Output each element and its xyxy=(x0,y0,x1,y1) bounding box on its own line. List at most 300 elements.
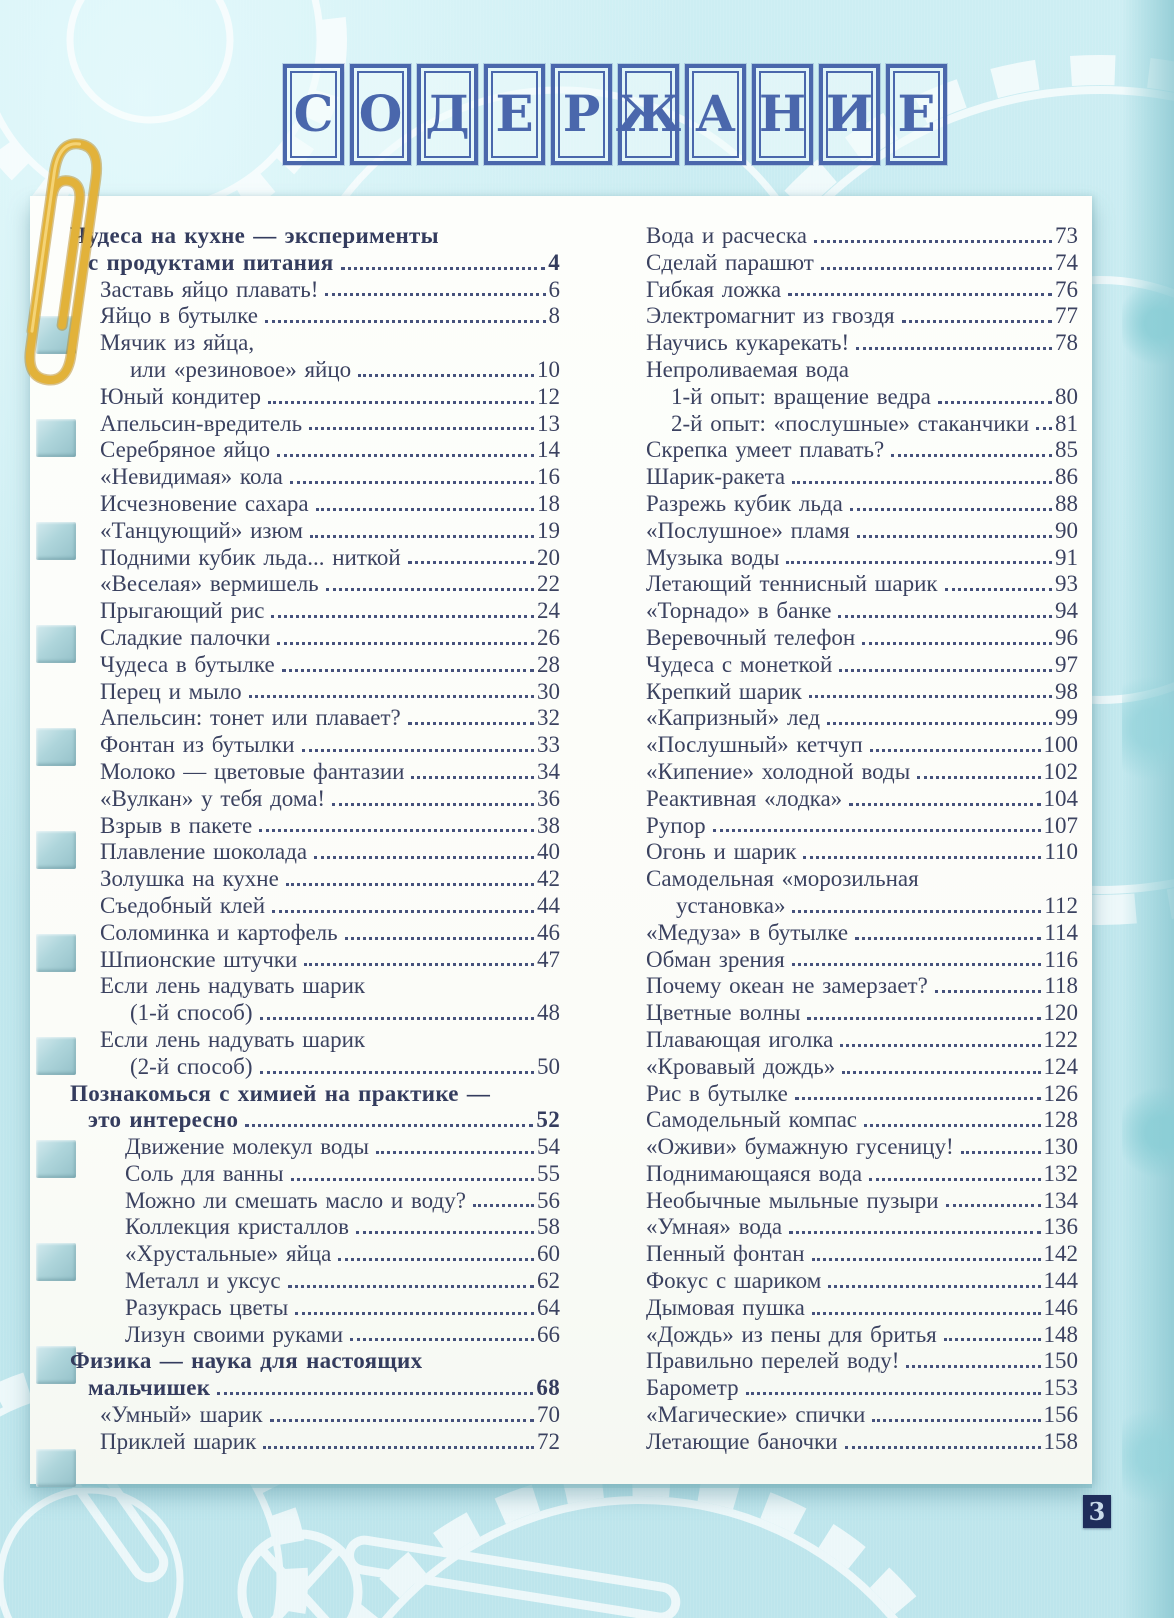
dot-leader xyxy=(814,240,1052,243)
dot-leader xyxy=(332,803,534,806)
toc-page-number: 110 xyxy=(1044,839,1078,865)
toc-page-number: 94 xyxy=(1055,598,1078,624)
toc-page-number: 158 xyxy=(1043,1428,1078,1454)
toc-entry-line xyxy=(70,1241,560,1268)
toc-entry-title: «Послушное» пламя xyxy=(646,517,850,543)
toc-entry-title: «Веселая» вермишель xyxy=(100,571,319,597)
dot-leader xyxy=(840,1044,1040,1047)
toc-entry-line xyxy=(616,1000,1078,1027)
toc-entry xyxy=(70,679,560,706)
toc-entry xyxy=(616,303,1078,330)
toc-entry-title: Яйцо в бутылке xyxy=(100,303,258,329)
toc-entry-line xyxy=(70,813,560,840)
toc-page-number: 146 xyxy=(1043,1294,1078,1320)
toc-entry-title: Молоко — цветовые фантазии xyxy=(100,758,405,784)
toc-entry-title: «Невидимая» кола xyxy=(100,464,283,490)
toc-entry-line: Чудеса на кухне — эксперименты xyxy=(70,223,439,248)
toc-page-number: 8 xyxy=(548,303,560,329)
toc-page-number: 33 xyxy=(537,732,560,758)
toc-page-number: 20 xyxy=(537,544,560,570)
toc-entry-line: Непроливаемая вода xyxy=(646,356,849,382)
toc-entry xyxy=(616,411,1078,438)
toc-page-number: 144 xyxy=(1043,1268,1078,1294)
toc-page-number: 128 xyxy=(1043,1107,1078,1133)
toc-entry-title: Серебряное яйцо xyxy=(100,437,271,463)
toc-entry-line xyxy=(616,330,1078,357)
toc-entry-line xyxy=(70,384,560,411)
toc-entry-title: Перец и мыло xyxy=(100,678,242,704)
toc-entry-title: «Умный» шарик xyxy=(100,1402,263,1428)
toc-page-number: 120 xyxy=(1043,1000,1078,1026)
toc-entry xyxy=(616,518,1078,545)
toc-entry-title: Рупор xyxy=(646,812,706,838)
table-of-contents xyxy=(30,196,1092,1484)
toc-entry xyxy=(616,947,1078,974)
column-gap xyxy=(560,223,616,1456)
dot-leader xyxy=(789,1231,1040,1234)
dot-leader xyxy=(855,937,1041,940)
toc-entry-title: Скрепка умеет плавать? xyxy=(646,437,885,463)
toc-entry xyxy=(616,491,1078,518)
title-letter: Р xyxy=(562,83,601,143)
toc-entry xyxy=(616,250,1078,277)
toc-entry xyxy=(616,652,1078,679)
dot-leader xyxy=(272,910,534,913)
toc-entry-line xyxy=(616,652,1078,679)
toc-entry-line xyxy=(70,1188,560,1215)
toc-entry-line xyxy=(70,839,560,866)
toc-page-number: 68 xyxy=(536,1375,560,1401)
toc-entry-line xyxy=(616,518,1078,545)
dot-leader xyxy=(857,535,1052,538)
toc-entry xyxy=(70,973,560,1027)
toc-entry-line xyxy=(70,1429,560,1456)
dot-leader xyxy=(946,1204,1041,1207)
toc-entry-title: Самодельный компас xyxy=(646,1107,857,1133)
dot-leader xyxy=(316,508,534,511)
toc-page-number: 4 xyxy=(548,249,560,275)
toc-entry xyxy=(70,920,560,947)
toc-entry-line xyxy=(616,1348,1078,1375)
toc-page-number: 74 xyxy=(1055,249,1078,275)
toc-entry-title: Цветные волны xyxy=(646,1000,801,1026)
dot-leader xyxy=(792,481,1052,484)
toc-entry-line xyxy=(70,357,560,384)
toc-entry-line xyxy=(616,947,1078,974)
toc-entry xyxy=(616,330,1078,357)
toc-entry-line xyxy=(616,1295,1078,1322)
toc-entry-line xyxy=(616,598,1078,625)
dot-leader xyxy=(265,320,546,323)
toc-entry-line: Познакомься с химией на практике — xyxy=(70,1080,491,1106)
dot-leader xyxy=(245,1124,533,1127)
dot-leader xyxy=(345,937,534,940)
toc-entry-line xyxy=(616,759,1078,786)
toc-entry-title: Научись кукарекать! xyxy=(646,330,850,356)
toc-entry-title: «Дождь» из пены для бритья xyxy=(646,1321,937,1347)
toc-entry-title: Можно ли смешать масло и воду? xyxy=(125,1187,466,1213)
toc-page-number: 58 xyxy=(537,1214,560,1240)
page-number-badge: 3 xyxy=(1083,1495,1111,1528)
dot-leader xyxy=(408,561,534,564)
toc-page-number: 44 xyxy=(537,892,560,918)
toc-page-number: 55 xyxy=(537,1160,560,1186)
toc-entry-title: «Умная» вода xyxy=(646,1214,783,1240)
toc-entry-title: Летающие баночки xyxy=(646,1428,838,1454)
toc-entry-line xyxy=(616,1027,1078,1054)
dot-leader xyxy=(845,1446,1041,1449)
toc-page-number: 104 xyxy=(1043,785,1078,811)
toc-page-number: 73 xyxy=(1055,223,1078,248)
toc-entry-title: Движение молекул воды xyxy=(125,1134,369,1160)
toc-page-number: 102 xyxy=(1043,758,1078,784)
toc-entry-title: Крепкий шарик xyxy=(646,678,802,704)
toc-entry xyxy=(616,1054,1078,1081)
toc-page-number: 12 xyxy=(537,383,560,409)
toc-entry xyxy=(616,920,1078,947)
toc-entry-title: Шпионские штучки xyxy=(100,946,298,972)
toc-entry-line xyxy=(70,277,560,304)
toc-entry xyxy=(70,1429,560,1456)
toc-entry-title: Обман зрения xyxy=(646,946,785,972)
toc-entry-line xyxy=(616,303,1078,330)
toc-entry-line xyxy=(70,1375,560,1402)
dot-leader xyxy=(277,642,534,645)
dot-leader xyxy=(945,588,1052,591)
toc-entry-title: Рис в бутылке xyxy=(646,1080,788,1106)
toc-entry-line xyxy=(616,973,1078,1000)
dot-leader xyxy=(839,669,1052,672)
toc-entry xyxy=(616,1000,1078,1027)
dot-leader xyxy=(869,1178,1040,1181)
toc-entry-line xyxy=(616,786,1078,813)
dot-leader xyxy=(310,535,534,538)
dot-leader xyxy=(828,1285,1040,1288)
toc-entry-line xyxy=(70,732,560,759)
toc-entry xyxy=(70,384,560,411)
toc-entry-title: «Кровавый дождь» xyxy=(646,1053,836,1079)
toc-entry xyxy=(616,679,1078,706)
dot-leader xyxy=(935,990,1042,993)
toc-entry-title: Исчезновение сахара xyxy=(100,490,309,516)
toc-entry-title: Сладкие палочки xyxy=(100,624,271,650)
toc-entry-title: Реактивная «лодка» xyxy=(646,785,843,811)
dot-leader xyxy=(961,1151,1041,1154)
toc-entry-line xyxy=(616,571,1078,598)
toc-entry-line: Самодельная «морозильная xyxy=(646,866,919,892)
toc-page-number: 124 xyxy=(1043,1053,1078,1079)
dot-leader xyxy=(713,829,1041,832)
toc-page-number: 142 xyxy=(1043,1241,1078,1267)
toc-entry-line xyxy=(616,1402,1078,1429)
title-letter: С xyxy=(293,83,334,143)
dot-leader xyxy=(906,1365,1040,1368)
toc-entry-title: или «резиновое» яйцо xyxy=(130,356,352,382)
dot-leader xyxy=(917,776,1040,779)
toc-entry-title: Взрыв в пакете xyxy=(100,812,253,838)
dot-leader xyxy=(795,1097,1041,1100)
toc-entry-line xyxy=(70,652,560,679)
dot-leader xyxy=(217,1392,533,1395)
toc-entry xyxy=(70,947,560,974)
toc-entry xyxy=(70,813,560,840)
toc-entry-line xyxy=(70,705,560,732)
toc-entry xyxy=(616,1214,1078,1241)
toc-entry-line xyxy=(616,1429,1078,1456)
toc-entry xyxy=(616,1375,1078,1402)
toc-entry-title: Огонь и шарик xyxy=(646,839,797,865)
toc-entry-line: Физика — наука для настоящих xyxy=(70,1348,423,1374)
toc-entry-title: Апельсин: тонет или плавает? xyxy=(100,705,401,731)
toc-entry xyxy=(70,518,560,545)
toc-entry-line xyxy=(616,1268,1078,1295)
dot-leader xyxy=(314,856,534,859)
dot-leader xyxy=(326,588,534,591)
toc-entry xyxy=(616,437,1078,464)
toc-page-number: 26 xyxy=(537,624,560,650)
toc-page-number: 122 xyxy=(1043,1026,1078,1052)
toc-page-number: 24 xyxy=(537,598,560,624)
toc-entry-title: «Магические» спички xyxy=(646,1402,866,1428)
title-letter: О xyxy=(358,83,403,143)
toc-entry-line: Если лень надувать шарик xyxy=(100,1026,366,1052)
toc-entry xyxy=(70,1402,560,1429)
toc-entry xyxy=(70,571,560,598)
toc-entry-title: установка» xyxy=(676,892,786,918)
toc-page-number: 114 xyxy=(1044,919,1078,945)
dot-leader xyxy=(856,347,1052,350)
title-letter-box xyxy=(819,64,880,165)
toc-entry xyxy=(616,705,1078,732)
toc-entry-title: (2-й способ) xyxy=(130,1053,253,1079)
toc-entry-line xyxy=(70,786,560,813)
dot-leader xyxy=(838,615,1052,618)
gear-icon xyxy=(292,1482,988,1618)
toc-page-number: 6 xyxy=(548,276,560,302)
toc-entry xyxy=(616,1161,1078,1188)
dot-leader xyxy=(350,1338,534,1341)
toc-entry xyxy=(70,732,560,759)
title-letter: Ж xyxy=(615,83,682,143)
toc-entry-line xyxy=(70,1268,560,1295)
dot-leader xyxy=(809,695,1052,698)
toc-page-number: 52 xyxy=(536,1107,560,1133)
toc-entry-title: Съедобный клей xyxy=(100,892,266,918)
dot-leader xyxy=(411,776,534,779)
toc-entry-title: мальчишек xyxy=(88,1375,211,1401)
dot-leader xyxy=(862,642,1052,645)
toc-page-number: 107 xyxy=(1043,812,1078,838)
dot-leader xyxy=(358,374,534,377)
page-title xyxy=(283,64,953,165)
toc-entry-title: Необычные мыльные пузыри xyxy=(646,1187,939,1213)
toc-page-number: 96 xyxy=(1055,624,1078,650)
toc-entry xyxy=(70,1027,560,1081)
toc-entry-title: Летающий теннисный шарик xyxy=(646,571,938,597)
title-letter-box xyxy=(886,64,947,165)
toc-entry-line xyxy=(70,947,560,974)
dot-leader xyxy=(249,695,534,698)
dot-leader xyxy=(263,1446,534,1449)
toc-entry-line xyxy=(616,1322,1078,1349)
toc-entry-line: Мячик из яйца, xyxy=(100,330,255,356)
toc-entry-line xyxy=(70,545,560,572)
toc-entry xyxy=(616,1429,1078,1456)
toc-entry-title: Золушка на кухне xyxy=(100,866,279,892)
toc-entry-line xyxy=(616,813,1078,840)
page-panel xyxy=(30,196,1092,1484)
toc-entry xyxy=(616,786,1078,813)
toc-entry xyxy=(70,1295,560,1322)
dot-leader xyxy=(902,320,1052,323)
toc-entry-line xyxy=(616,464,1078,491)
toc-entry xyxy=(616,1241,1078,1268)
toc-entry xyxy=(70,893,560,920)
dot-leader xyxy=(842,1071,1040,1074)
toc-entry-title: Музыка воды xyxy=(646,544,780,570)
toc-page-number: 22 xyxy=(537,571,560,597)
title-letter-box xyxy=(283,64,344,165)
toc-entry xyxy=(70,491,560,518)
toc-entry xyxy=(70,330,560,384)
title-letter-box xyxy=(615,64,682,165)
toc-entry-line: Если лень надувать шарик xyxy=(100,973,366,999)
toc-entry-title: Разукрась цветы xyxy=(125,1294,289,1320)
dot-leader xyxy=(304,963,534,966)
dot-leader xyxy=(290,481,534,484)
toc-entry xyxy=(616,839,1078,866)
dot-leader xyxy=(821,267,1052,270)
toc-entry-line xyxy=(616,437,1078,464)
toc-entry-line xyxy=(616,1214,1078,1241)
toc-page-number: 100 xyxy=(1043,732,1078,758)
dot-leader xyxy=(302,749,534,752)
toc-page-number: 116 xyxy=(1044,946,1078,972)
title-letter: Е xyxy=(897,83,936,143)
dot-leader xyxy=(376,1151,534,1154)
toc-page-number: 93 xyxy=(1055,571,1078,597)
toc-entry-title: Правильно перелей воду! xyxy=(646,1348,900,1374)
toc-entry-title: 1-й опыт: вращение ведра xyxy=(671,383,931,409)
toc-entry-line xyxy=(616,1081,1078,1108)
toc-page-number: 156 xyxy=(1043,1402,1078,1428)
toc-entry xyxy=(70,652,560,679)
toc-entry xyxy=(616,1188,1078,1215)
toc-entry-title: Соль для ванны xyxy=(125,1160,284,1186)
toc-page-number: 50 xyxy=(537,1053,560,1079)
toc-entry xyxy=(70,866,560,893)
dot-leader xyxy=(277,454,534,457)
toc-entry-line xyxy=(70,437,560,464)
toc-entry xyxy=(70,1214,560,1241)
toc-entry-title: (1-й способ) xyxy=(130,1000,253,1026)
dot-leader xyxy=(341,267,546,270)
toc-entry-line xyxy=(616,223,1078,250)
toc-entry xyxy=(70,1322,560,1349)
toc-entry-title: Веревочный телефон xyxy=(646,624,856,650)
toc-page-number: 118 xyxy=(1044,973,1078,999)
toc-entry-line xyxy=(70,518,560,545)
dot-leader xyxy=(408,722,534,725)
dot-leader xyxy=(356,1231,534,1234)
toc-page-number: 13 xyxy=(537,410,560,436)
dot-leader xyxy=(260,1017,534,1020)
toc-entry-line xyxy=(616,625,1078,652)
toc-page-number: 32 xyxy=(537,705,560,731)
dot-leader xyxy=(259,829,534,832)
title-letter-box xyxy=(551,64,612,165)
toc-page-number: 88 xyxy=(1055,490,1078,516)
toc-entry xyxy=(70,464,560,491)
toc-entry-line xyxy=(70,1295,560,1322)
toc-page-number: 56 xyxy=(537,1187,560,1213)
toc-page-number: 130 xyxy=(1043,1134,1078,1160)
toc-entry xyxy=(70,1161,560,1188)
toc-entry-line xyxy=(616,732,1078,759)
toc-entry-title: «Вулкан» у тебя дома! xyxy=(100,785,326,811)
toc-entry xyxy=(616,732,1078,759)
toc-page-number: 48 xyxy=(537,1000,560,1026)
toc-page-number: 28 xyxy=(537,651,560,677)
toc-entry xyxy=(616,759,1078,786)
toc-entry xyxy=(70,411,560,438)
toc-entry xyxy=(616,464,1078,491)
dot-leader xyxy=(788,293,1052,296)
dot-leader xyxy=(282,669,534,672)
toc-entry xyxy=(70,277,560,304)
toc-entry xyxy=(70,839,560,866)
toc-entry-title: «Медуза» в бутылке xyxy=(646,919,849,945)
toc-page-number: 77 xyxy=(1055,303,1078,329)
dot-leader xyxy=(938,401,1052,404)
dot-leader xyxy=(792,910,1041,913)
dot-leader xyxy=(309,427,534,430)
toc-page-number: 64 xyxy=(537,1294,560,1320)
toc-entry-line xyxy=(70,491,560,518)
toc-entry-title: «Торнадо» в банке xyxy=(646,598,832,624)
toc-entry xyxy=(70,759,560,786)
dot-leader xyxy=(270,1419,534,1422)
dot-leader xyxy=(803,856,1041,859)
toc-entry-line xyxy=(70,1107,560,1134)
toc-entry-line xyxy=(70,625,560,652)
dot-leader xyxy=(891,454,1052,457)
title-letter-box xyxy=(752,64,813,165)
toc-column-left xyxy=(70,223,560,1456)
toc-entry-title: «Хрустальные» яйца xyxy=(125,1241,332,1267)
toc-page-number: 34 xyxy=(537,758,560,784)
toc-entry xyxy=(70,705,560,732)
toc-column-right xyxy=(616,223,1078,1456)
toc-entry-title: Подними кубик льда... ниткой xyxy=(100,544,401,570)
toc-page-number: 80 xyxy=(1055,383,1078,409)
toc-entry-line xyxy=(70,893,560,920)
toc-entry xyxy=(70,303,560,330)
toc-page-number: 153 xyxy=(1043,1375,1078,1401)
dot-leader xyxy=(260,1071,534,1074)
toc-entry-line xyxy=(616,1134,1078,1161)
title-letter-box xyxy=(484,64,545,165)
title-letter-box xyxy=(350,64,411,165)
toc-entry-title: Дымовая пушка xyxy=(646,1294,805,1320)
toc-entry-line xyxy=(616,679,1078,706)
toc-entry-line xyxy=(70,679,560,706)
toc-entry-title: Поднимающаяся вода xyxy=(646,1160,863,1186)
toc-entry-line xyxy=(616,1375,1078,1402)
toc-entry xyxy=(616,1295,1078,1322)
dot-leader xyxy=(812,1258,1041,1261)
toc-entry-line xyxy=(70,411,560,438)
